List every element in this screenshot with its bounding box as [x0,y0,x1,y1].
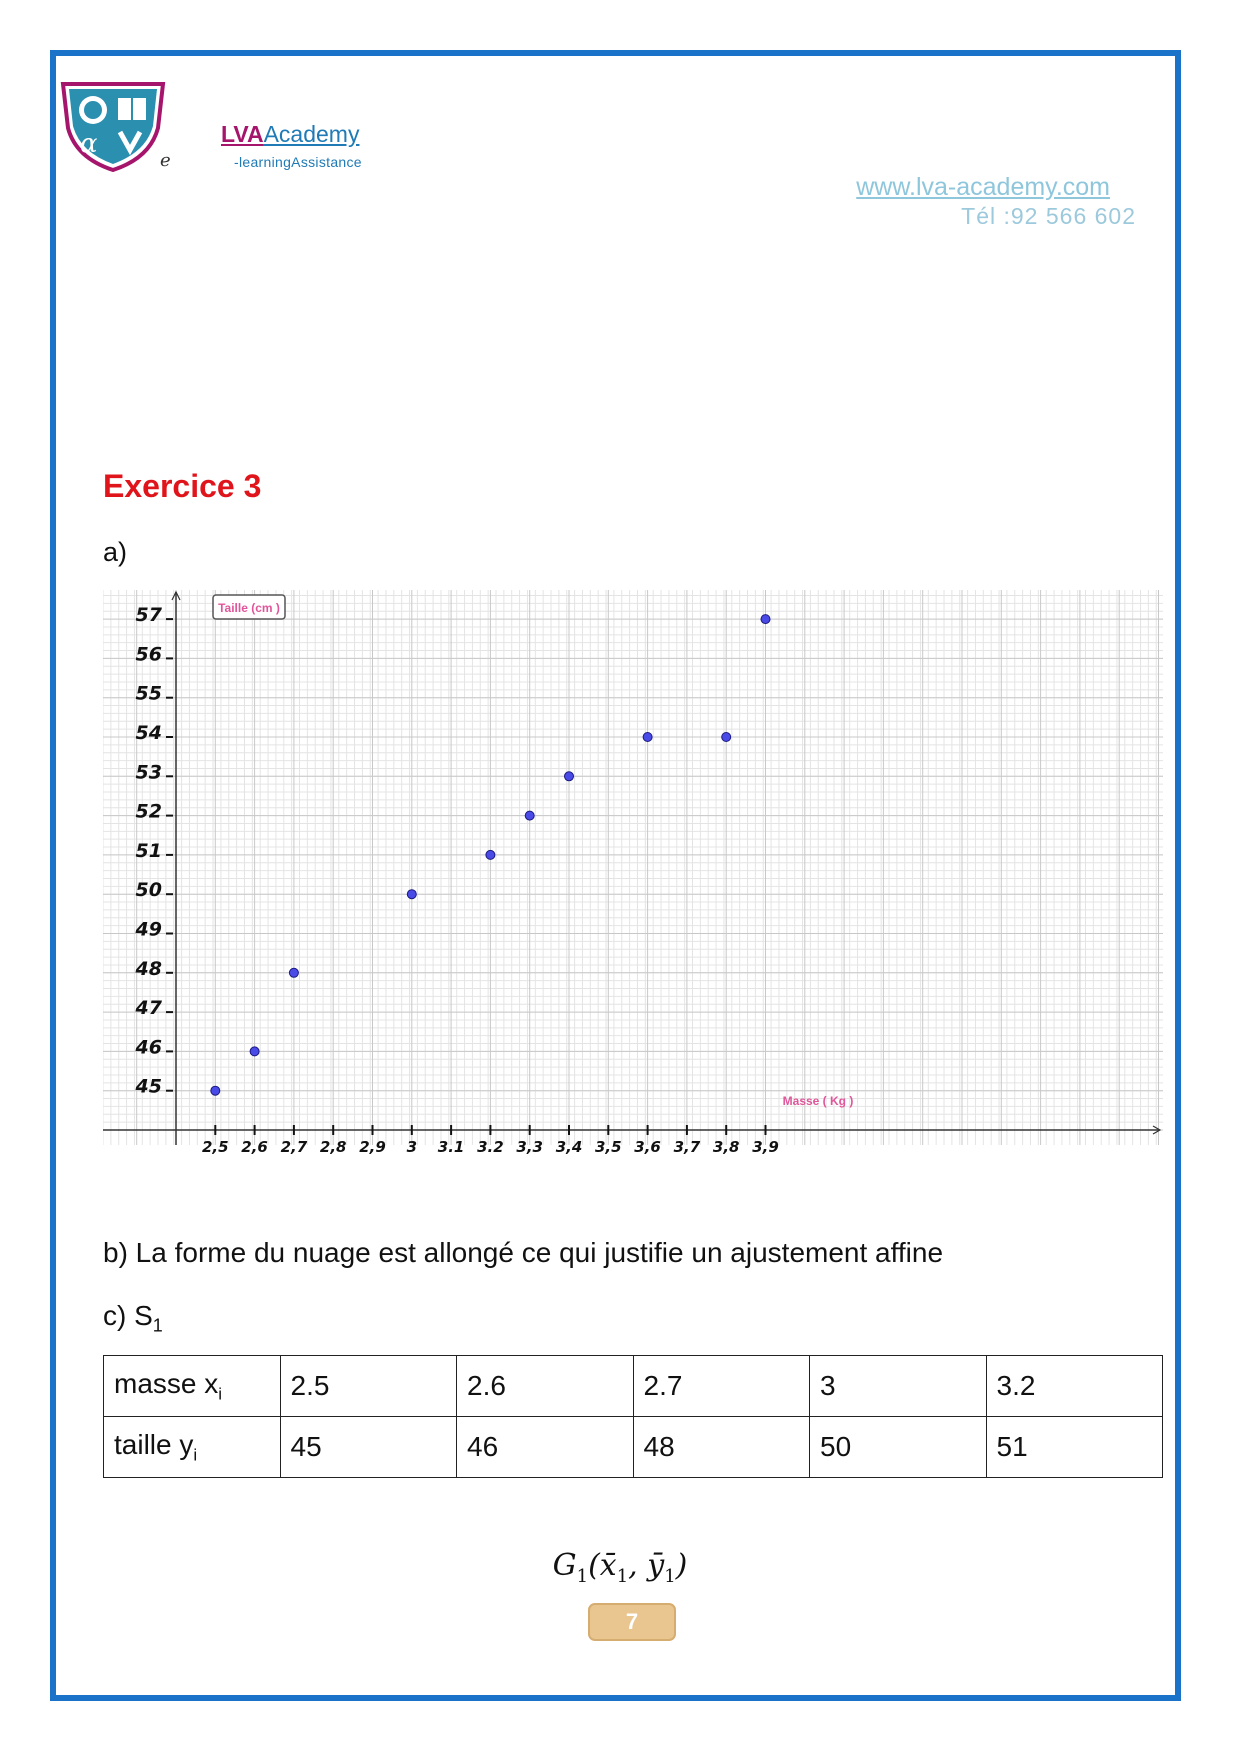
formula-g: G [552,1548,577,1583]
website-link[interactable]: www.lva-academy.com [856,173,1110,201]
row-header-sub: i [218,1384,223,1404]
x-tick-label: 2,6 [241,1138,268,1156]
part-a-label: a) [103,537,128,567]
x-tick-label: 3,7 [673,1138,701,1156]
data-point [643,733,652,742]
formula-paren: ( [588,1548,600,1583]
x-tick-label: 3 [406,1138,418,1156]
formula-comma: , [628,1548,648,1583]
y-tick-label: 57 [135,604,162,627]
exercise-title: Exercice 3 [103,468,262,504]
scatter-chart [103,590,1163,1170]
data-point [289,968,298,977]
part-b-text: b) La forme du nuage est allongé ce qui justifie un ajustement affine [103,1237,944,1268]
table-cell: 46 [457,1417,634,1478]
row-header-text: masse x [114,1367,219,1399]
x-tick-label: 3,5 [595,1138,622,1156]
x-tick-label: 2,8 [319,1138,347,1156]
formula-x: x̄ [599,1548,617,1583]
brand-name [221,121,359,148]
table-cell: 3 [810,1356,987,1417]
part-c-label [103,1300,163,1337]
x-tick-label: 3.1 [437,1138,465,1156]
brand-academy: Academy [263,121,360,147]
x-axis-label: Masse ( Kg ) [782,1094,854,1108]
brand-lva: LVA [221,121,264,147]
table-cell: 45 [280,1417,457,1478]
y-tick-label: 48 [135,957,162,980]
y-tick-label: 55 [135,682,162,705]
row-header-text: taille y [114,1428,194,1460]
brand-e-letter: e [160,150,171,171]
y-tick-label: 47 [135,997,162,1020]
data-table [103,1355,1163,1478]
table-cell: 2.6 [457,1356,634,1417]
y-tick-label: 45 [135,1075,162,1098]
data-point [525,811,534,820]
row-header-taille [104,1417,281,1478]
formula-sub: 1 [616,1566,629,1587]
y-tick-label: 51 [135,839,162,862]
table-cell: 48 [633,1417,810,1478]
data-point [486,850,495,859]
brand-tagline: -learningAssistance [234,154,362,170]
data-point [565,772,574,781]
x-tick-label: 3,8 [712,1138,740,1156]
table-row [104,1417,1163,1478]
data-point [250,1047,259,1056]
row-header-sub: i [193,1445,198,1465]
y-tick-label: 53 [135,761,162,784]
x-tick-label: 3,4 [555,1138,583,1156]
data-point [722,733,731,742]
x-tick-label: 3,6 [634,1138,661,1156]
y-tick-label: 54 [135,722,162,744]
table-cell: 50 [810,1417,987,1478]
table-cell: 3.2 [986,1356,1163,1417]
formula-sub: 1 [576,1566,589,1587]
y-tick-label: 56 [135,643,162,666]
table-cell: 2.5 [280,1356,457,1417]
x-tick-label: 2,9 [359,1138,386,1156]
phone-number: Tél :92 566 602 [961,203,1136,229]
centroid-formula [0,1548,1240,1587]
scatter-chart-svg [103,590,1163,1170]
formula-y: ȳ [647,1548,665,1583]
y-tick-label: 46 [135,1036,162,1059]
data-point [211,1086,220,1095]
x-tick-label: 3,9 [752,1138,779,1156]
svg-text:α: α [80,129,98,159]
academy-shield-logo [58,80,168,172]
table-cell: 2.7 [633,1356,810,1417]
x-tick-label: 3,3 [516,1138,543,1156]
y-tick-label: 49 [135,918,162,941]
x-tick-label: 2,5 [202,1138,229,1156]
part-c-prefix: c) S [103,1300,153,1331]
x-tick-label: 2,7 [280,1138,308,1156]
page-number: 7 [588,1603,676,1641]
y-axis-label: Taille (cm ) [218,601,280,615]
formula-paren: ) [675,1548,688,1583]
table-cell: 51 [986,1417,1163,1478]
row-header-masse [104,1356,281,1417]
x-tick-label: 3.2 [477,1138,504,1156]
table-row [104,1356,1163,1417]
part-c-subscript: 1 [152,1315,163,1336]
data-point [407,890,416,899]
data-point [761,615,770,624]
formula-sub: 1 [664,1566,676,1587]
y-tick-label: 52 [135,800,162,823]
y-tick-label: 50 [135,879,162,902]
